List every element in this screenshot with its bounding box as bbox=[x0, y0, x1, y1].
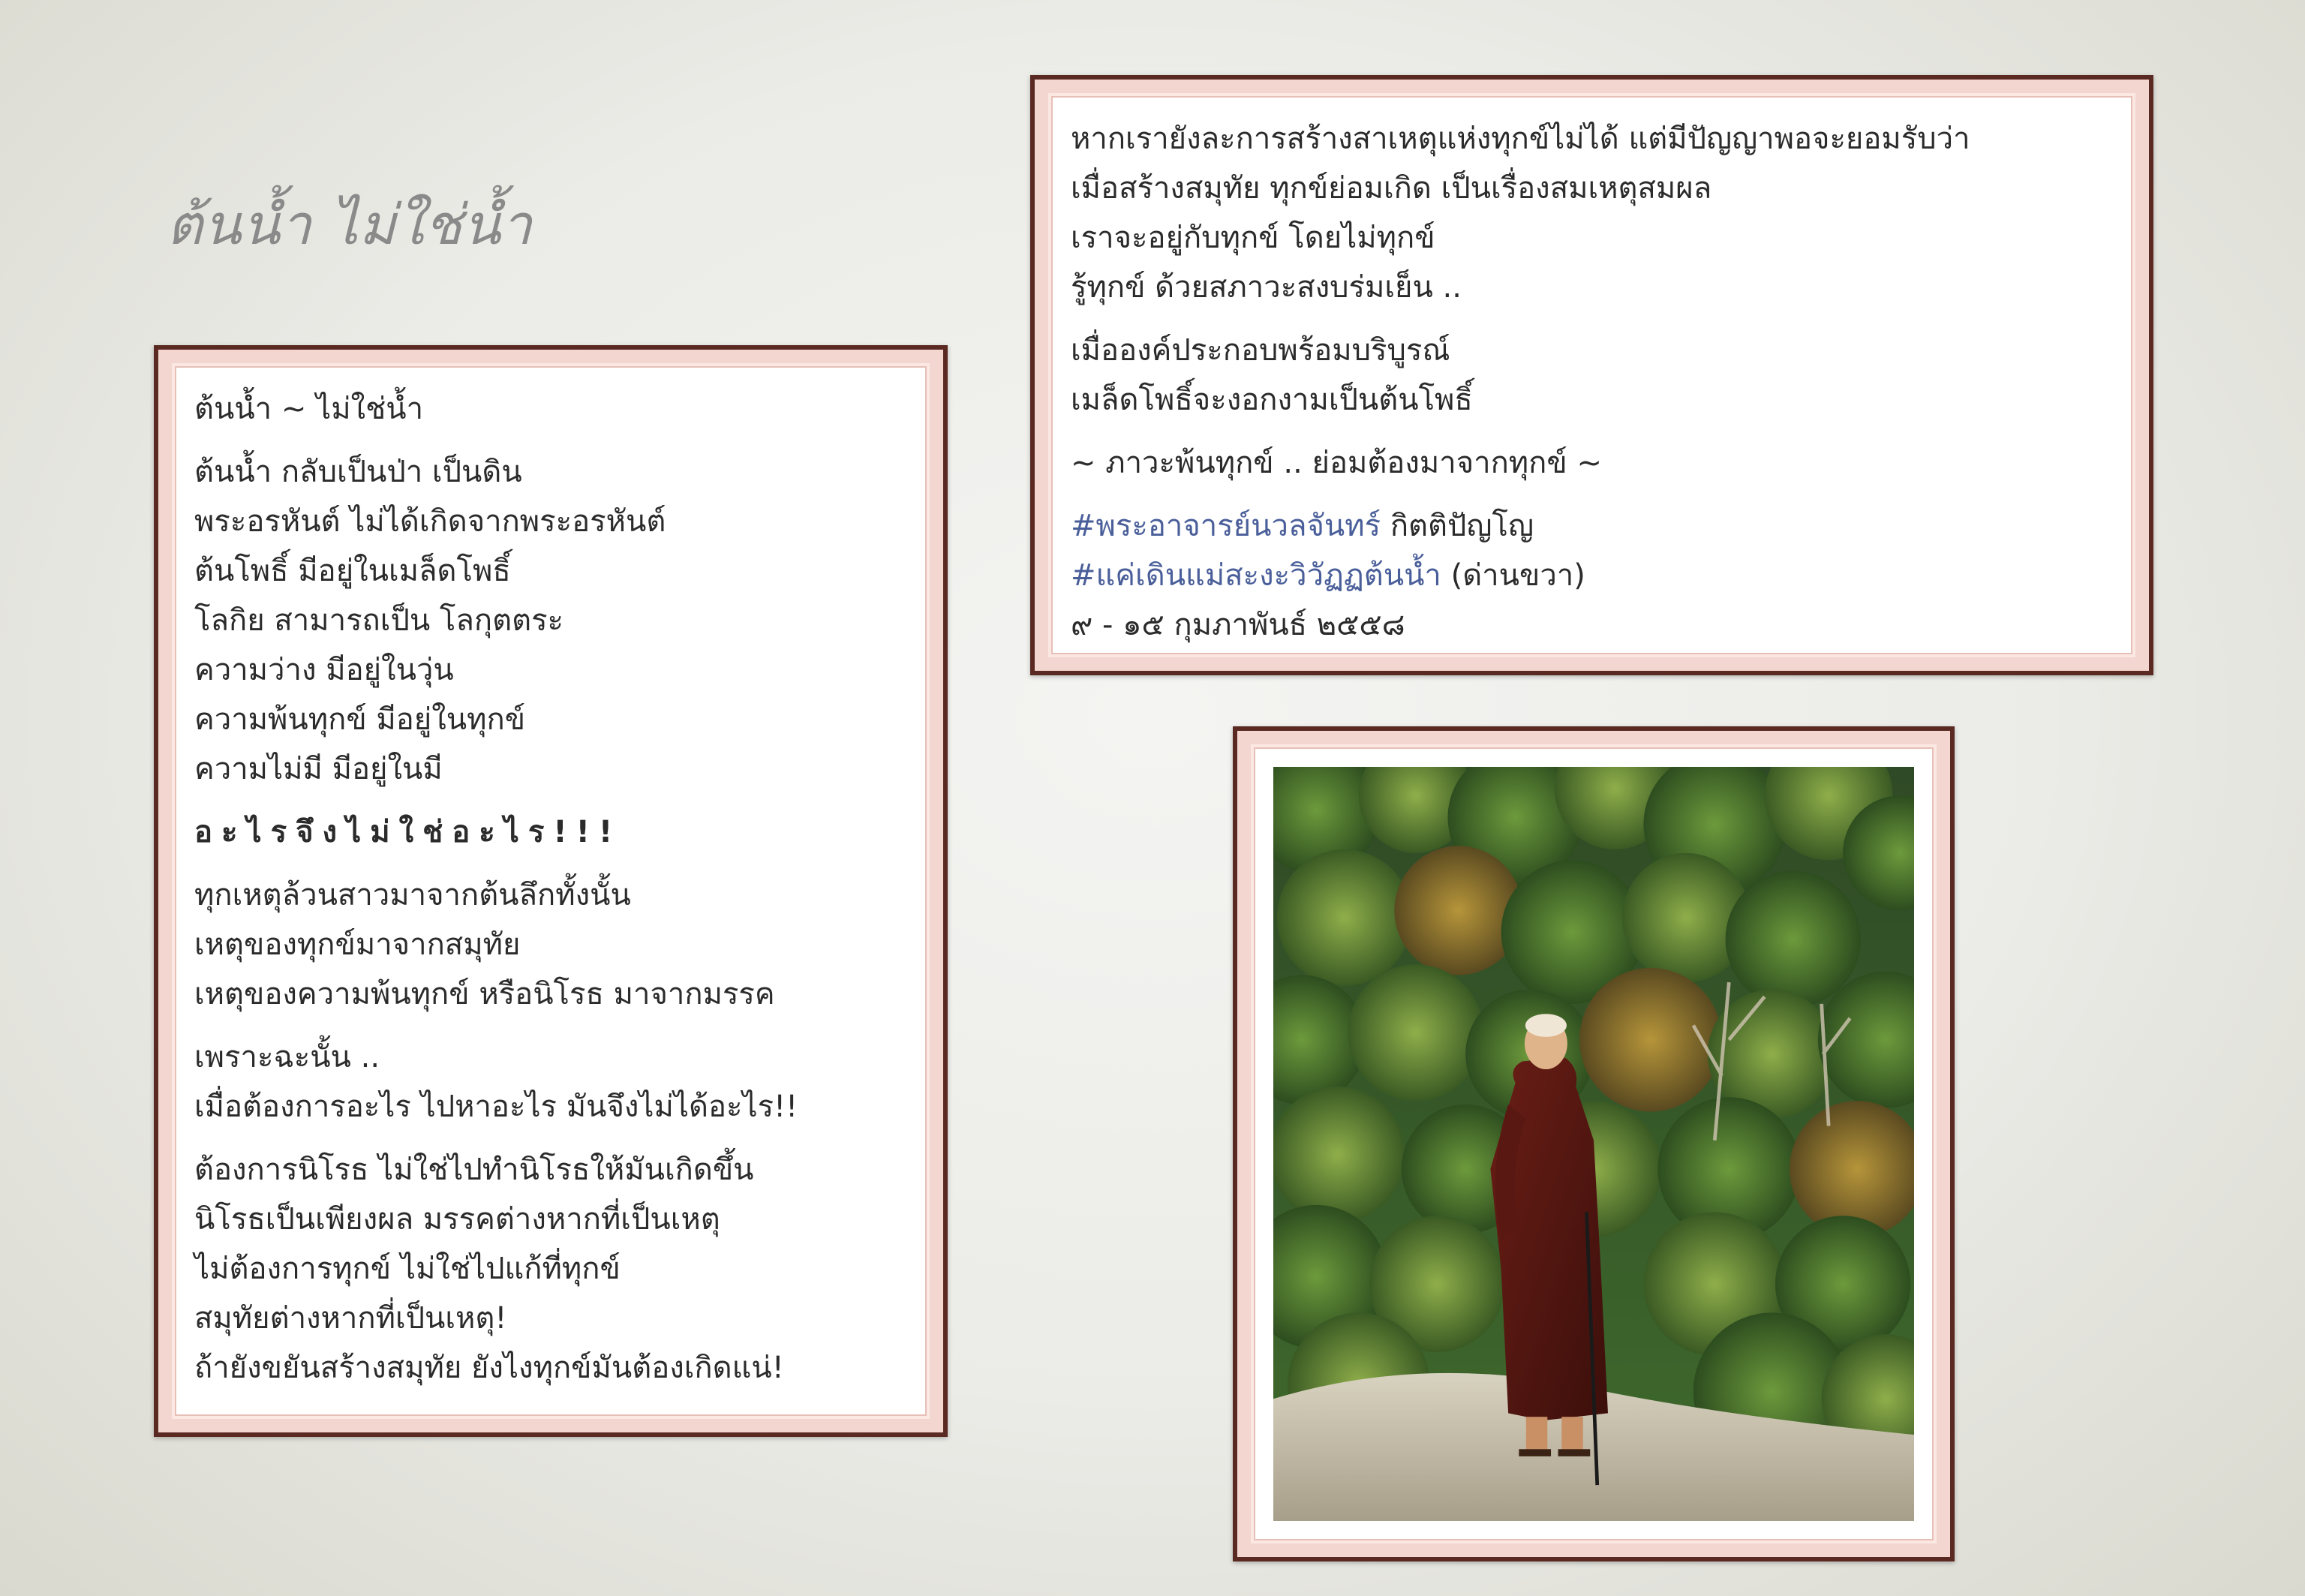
text-line: อะไรจึงไม่ใช่อะไร!!! bbox=[194, 815, 622, 849]
text-line: เหตุของทุกข์มาจากสมุทัย bbox=[194, 927, 521, 962]
photo-card bbox=[1233, 726, 1955, 1561]
text-line: ต้นน้ำ ~ ไม่ใช่น้ำ bbox=[194, 392, 424, 426]
hashtag-trip-suffix: (ด่านขวา) bbox=[1441, 558, 1585, 593]
monk-forest-photo bbox=[1273, 767, 1914, 1521]
paragraph bbox=[1071, 326, 2117, 425]
text-line: ต้นน้ำ กลับเป็นป่า เป็นดิน bbox=[194, 455, 522, 489]
text-line: ต้องการนิโรธ ไม่ใช่ไปทำนิโรธให้มันเกิดขึ้น bbox=[194, 1153, 754, 1187]
right-text-card-inner bbox=[1048, 93, 2135, 657]
paragraph bbox=[1071, 114, 2117, 312]
text-line: ~ ภาวะพ้นทุกข์ .. ย่อมต้องมาจากทุกข์ ~ bbox=[1071, 446, 1602, 480]
hashtag-trip-link[interactable]: #แค่เดินแม่สะงะวิวัฏฏต้นน้ำ bbox=[1071, 558, 1441, 593]
left-text-body bbox=[194, 384, 912, 1406]
right-text-card bbox=[1030, 75, 2153, 675]
left-text-card-inner bbox=[172, 363, 930, 1419]
photo-card-inner bbox=[1251, 744, 1937, 1543]
date-text: ๙ - ๑๕ กุมภาพันธ์ ๒๕๕๘ bbox=[1071, 608, 1405, 642]
paragraph bbox=[194, 384, 912, 434]
text-line: รู้ทุกข์ ด้วยสภาวะสงบร่มเย็น .. bbox=[1071, 270, 1462, 305]
paragraph bbox=[194, 1032, 912, 1132]
text-line: เมล็ดโพธิ์จะงอกงามเป็นต้นโพธิ์ bbox=[1071, 383, 1473, 417]
text-line: ไม่ต้องการทุกข์ ไม่ใช่ไปแก้ที่ทุกข์ bbox=[194, 1252, 621, 1286]
text-line: เมื่อองค์ประกอบพร้อมบริบูรณ์ bbox=[1071, 333, 1450, 368]
paragraph bbox=[194, 807, 912, 857]
text-line: หากเรายังละการสร้างสาเหตุแห่งทุกข์ไม่ได้ แต่มีปัญญาพอจะยอมรับว่า bbox=[1071, 122, 1970, 156]
paragraph bbox=[194, 870, 912, 1019]
text-line: ความไม่มี มีอยู่ในมี bbox=[194, 752, 443, 786]
right-text-paragraphs bbox=[1071, 114, 2117, 488]
hashtag-monk-link[interactable]: #พระอาจารย์นวลจันทร์ bbox=[1071, 509, 1381, 543]
text-line: เมื่อต้องการอะไร ไปหาอะไร มันจึงไม่ได้อะไร!! bbox=[194, 1090, 798, 1124]
hashtag-monk-suffix: กิตติปัญโญ bbox=[1381, 509, 1534, 543]
text-line: เราจะอยู่กับทุกข์ โดยไม่ทุกข์ bbox=[1071, 221, 1435, 255]
right-text-body bbox=[1071, 114, 2117, 663]
hashtag-line-1 bbox=[1071, 501, 2117, 551]
text-line: เมื่อสร้างสมุทัย ทุกข์ย่อมเกิด เป็นเรื่องสมเหตุสมผล bbox=[1071, 171, 1712, 206]
paragraph bbox=[194, 447, 912, 794]
text-line: โลกิย สามารถเป็น โลกุตตระ bbox=[194, 603, 564, 638]
text-line: ความว่าง มีอยู่ในวุ่น bbox=[194, 653, 454, 687]
text-line: ต้นโพธิ์ มีอยู่ในเมล็ดโพธิ์ bbox=[194, 554, 511, 588]
text-line: สมุทัยต่างหากที่เป็นเหตุ! bbox=[194, 1301, 507, 1336]
text-line: นิโรธเป็นเพียงผล มรรคต่างหากที่เป็นเหตุ bbox=[194, 1202, 720, 1237]
text-line: พระอรหันต์ ไม่ได้เกิดจากพระอรหันต์ bbox=[194, 504, 666, 539]
paragraph bbox=[1071, 438, 2117, 488]
text-line: ทุกเหตุล้วนสาวมาจากต้นลึกทั้งนั้น bbox=[194, 878, 631, 912]
text-line: เหตุของความพ้นทุกข์ หรือนิโรธ มาจากมรรค bbox=[194, 977, 775, 1011]
text-line: ถ้ายังขยันสร้างสมุทัย ยังไงทุกข์มันต้องเกิดแน่! bbox=[194, 1351, 784, 1385]
text-line: ความพ้นทุกข์ มีอยู่ในทุกข์ bbox=[194, 702, 526, 737]
hashtag-line-2 bbox=[1071, 551, 2117, 600]
page-title: ต้นน้ำ ไม่ใช่น้ำ bbox=[167, 193, 533, 257]
left-text-card bbox=[154, 345, 948, 1437]
text-line: เพราะฉะนั้น .. bbox=[194, 1040, 380, 1075]
photo-illustration bbox=[1273, 767, 1914, 1521]
hashtag-block bbox=[1071, 501, 2117, 650]
paragraph bbox=[194, 1145, 912, 1393]
